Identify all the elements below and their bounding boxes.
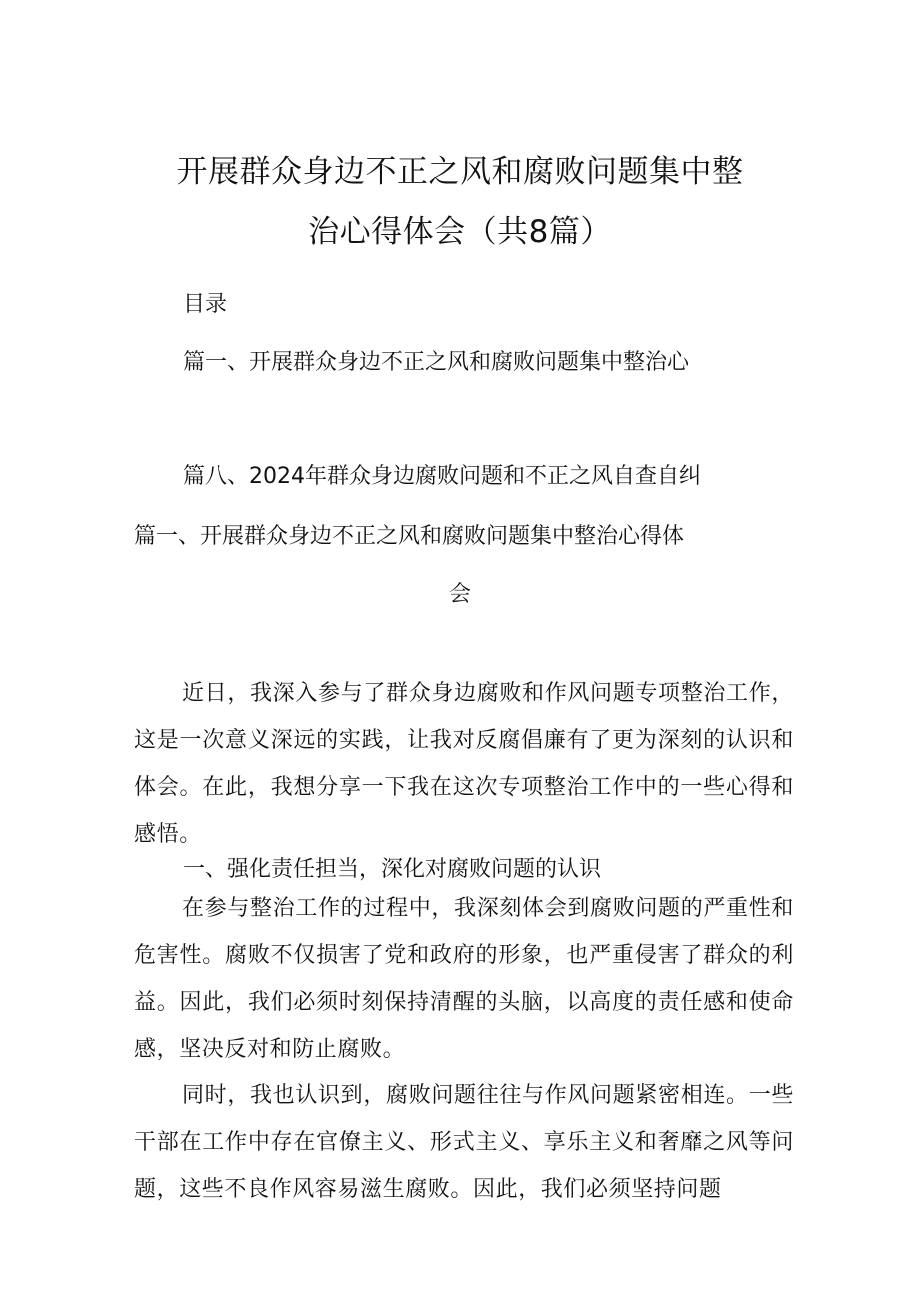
toc-item-8[interactable]: 篇八、2024年群众身边腐败问题和不正之风自查自纠 bbox=[183, 464, 701, 489]
toc-item-1[interactable]: 篇一、开展群众身边不正之风和腐败问题集中整治心 bbox=[183, 350, 690, 375]
document-title-line-1: 开展群众身边不正之风和腐败问题集中整 bbox=[176, 154, 744, 190]
body-paragraph-1: 近日，我深入参与了群众身边腐败和作风问题专项整治工作，这是一次意义深远的实践，让我对反腐倡廉有了更为深刻的认识和体会。在此，我想分享一下我在这次专项整治工作中的一些心得和感悟。 bbox=[134, 681, 794, 847]
body-paragraph-3: 同时，我也认识到，腐败问题往往与作风问题紧密相连。一些干部在工作中存在官僚主义、形式主义、享乐主义和奢靡之风等问题，这些不良作风容易滋生腐败。因此，我们必须坚持问题 bbox=[134, 1083, 794, 1202]
section-title-line-1: 篇一、开展群众身边不正之风和腐败问题集中整治心得体 bbox=[134, 524, 685, 549]
body-paragraph-2: 在参与整治工作的过程中，我深刻体会到腐败问题的严重性和危害性。腐败不仅损害了党和政府的形象，也严重侵害了群众的利益。因此，我们必须时刻保持清醒的头脑，以高度的责任感和使命感，坚决反对和防止腐败。 bbox=[134, 896, 794, 1062]
document-title-line-2: 治心得体会（共8篇） bbox=[308, 214, 612, 250]
subheading-1: 一、强化责任担当，深化对腐败问题的认识 bbox=[183, 857, 602, 882]
section-title-line-2: 会 bbox=[448, 582, 471, 607]
toc-label: 目录 bbox=[183, 292, 228, 317]
